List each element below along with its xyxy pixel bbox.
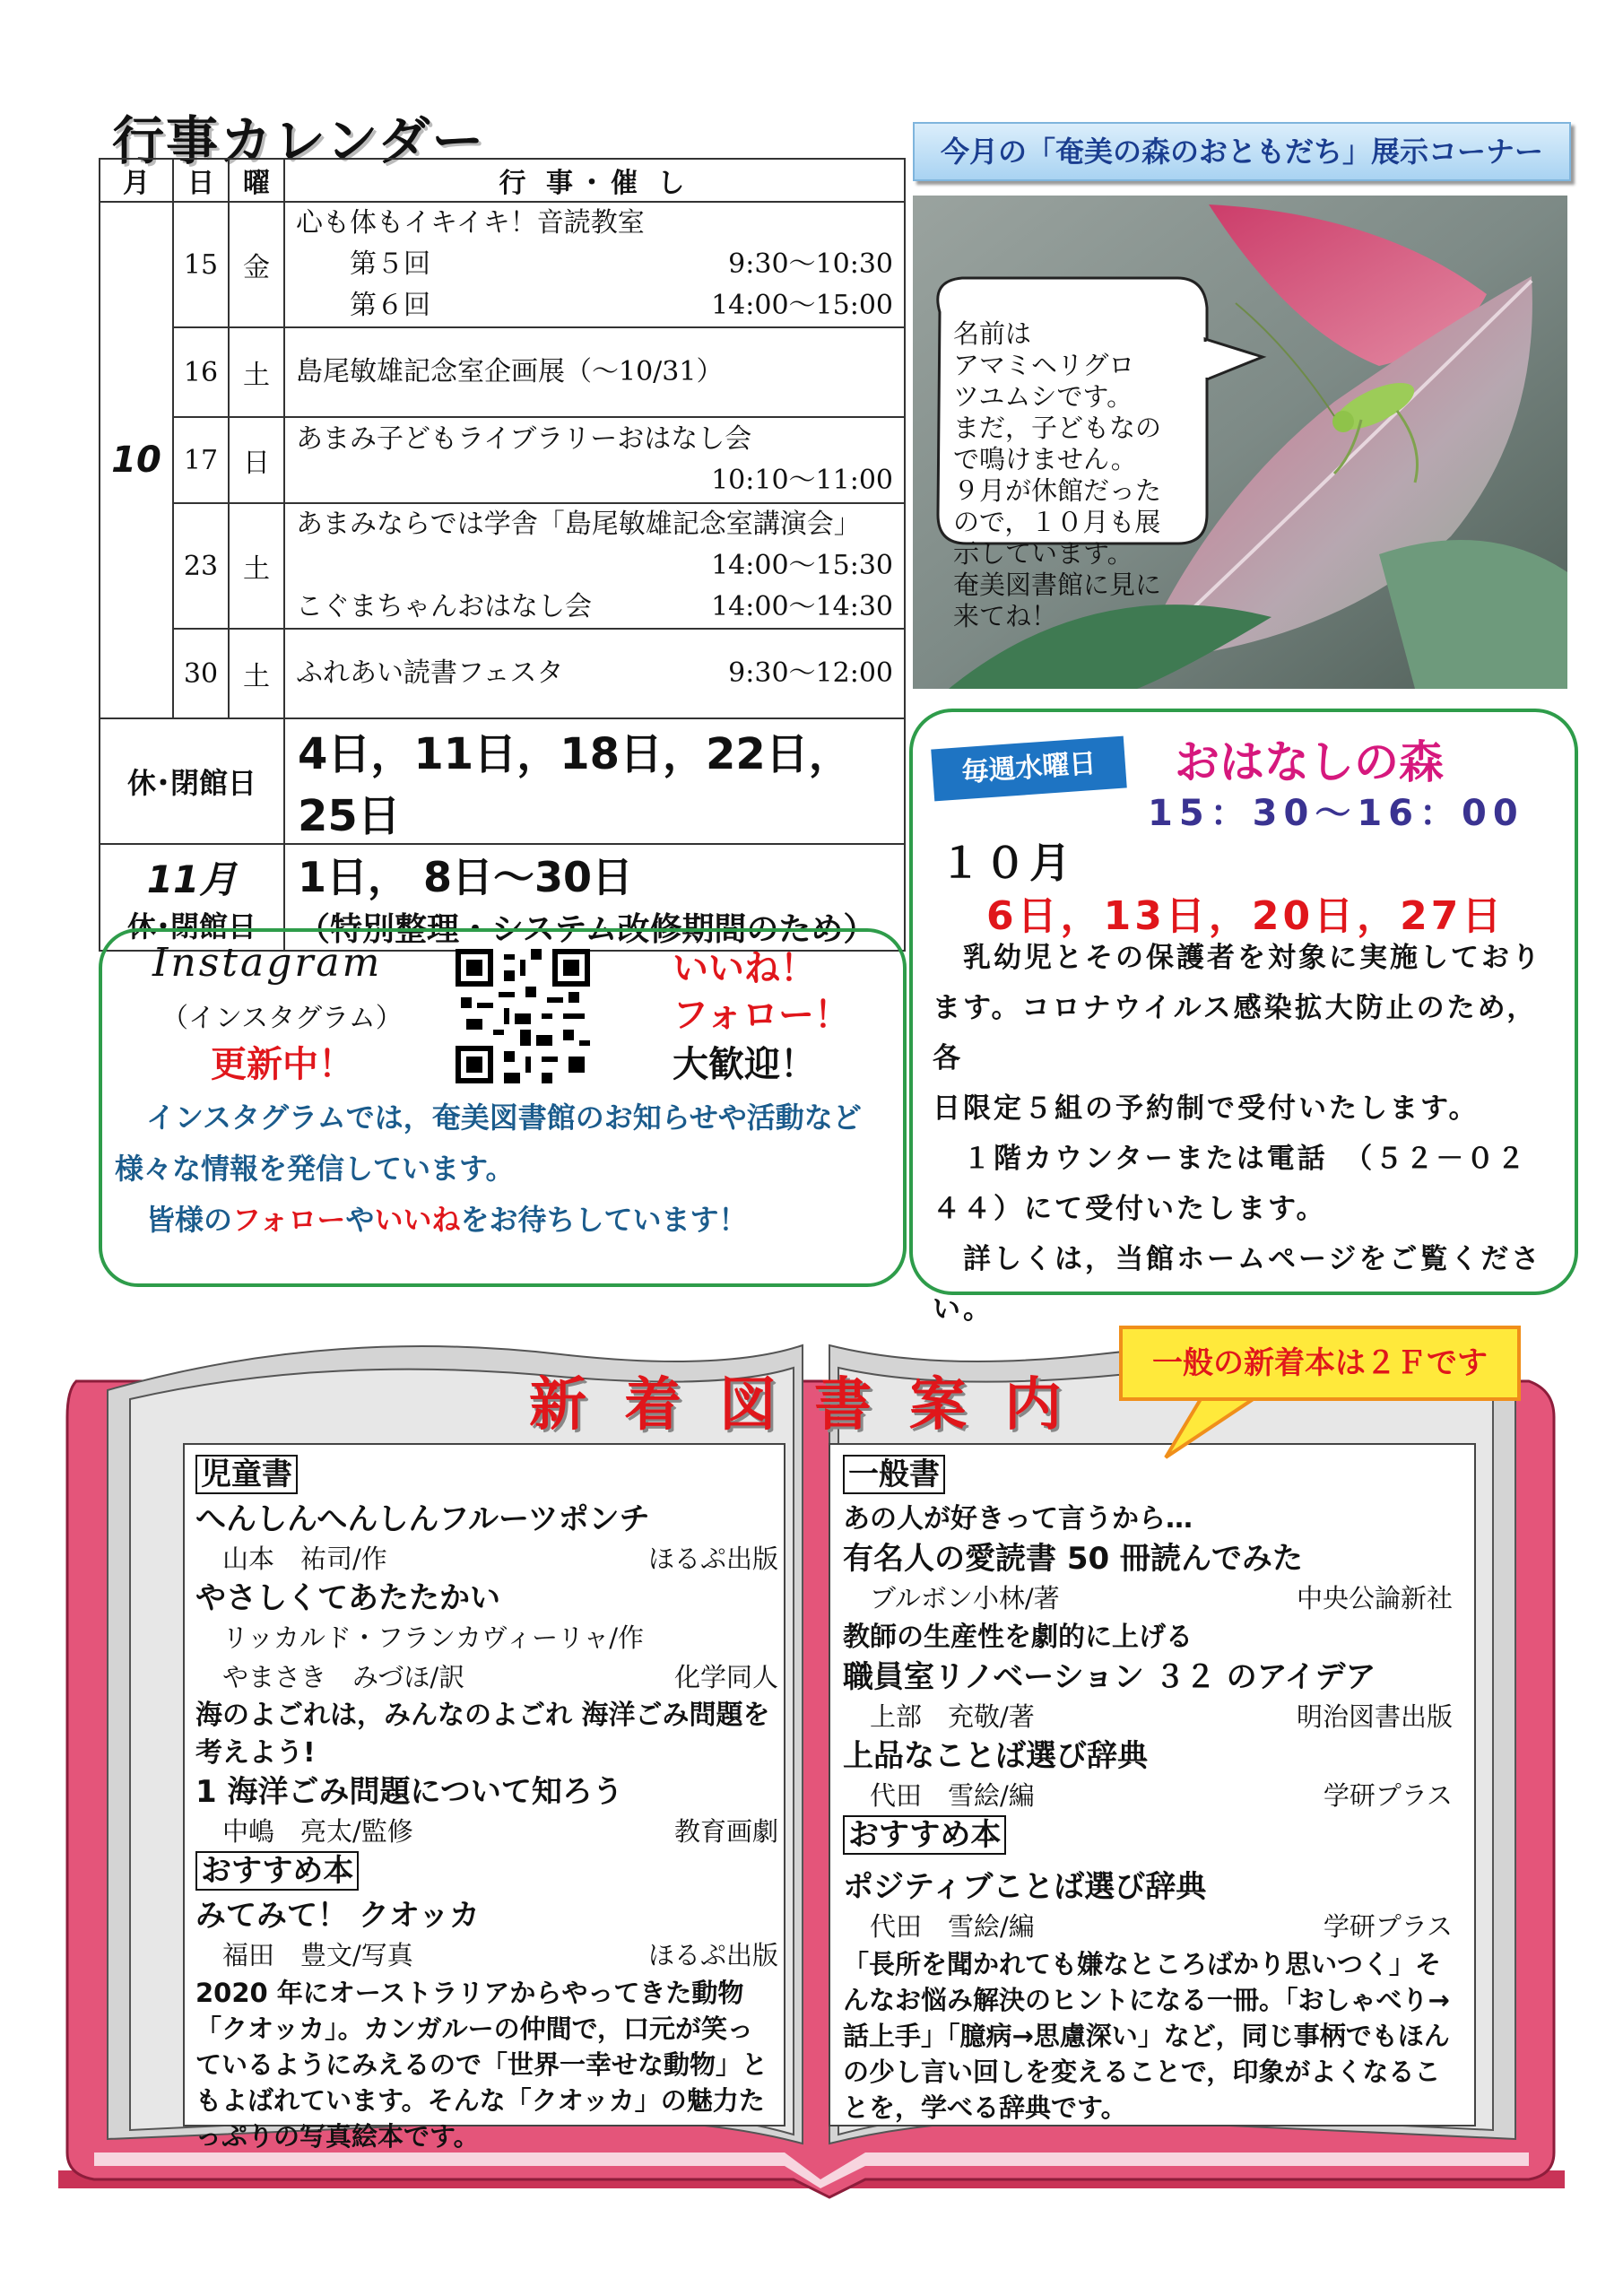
calendar-table — [99, 158, 906, 952]
exhibit-title: 今月の「奄美の森のおともだち」展示コーナー — [913, 122, 1571, 181]
event-text: 第５回 — [350, 248, 430, 280]
event-time: 14:00～15:30 — [711, 550, 893, 581]
book-title: みてみて！ クオッカ — [195, 1898, 480, 1934]
bubble-line: で鳴けません。 — [953, 444, 1137, 474]
children-books-header: 児童書 — [195, 1455, 298, 1494]
book-publisher: 化学同人 — [673, 1662, 778, 1692]
book-publisher: 教育画劇 — [673, 1816, 778, 1847]
book-publisher: 学研プラス — [1323, 1780, 1453, 1811]
header-weekday: 曜 — [229, 159, 284, 202]
weekday-cell: 金 — [229, 202, 284, 327]
book-title: ポジティブことば選び辞典 — [843, 1869, 1207, 1905]
header-event: 行 事・催 し — [284, 159, 905, 202]
event-text: あまみ子どもライブラリーおはなし会 — [296, 423, 752, 455]
book-title: へんしんへんしんフルーツポンチ — [195, 1501, 650, 1537]
follow-word: フォロー — [232, 1203, 346, 1237]
instagram-description — [115, 1092, 895, 1246]
book-credit — [195, 1657, 778, 1697]
story-time-description — [933, 933, 1560, 1335]
calendar-title: 行事カレンダー — [112, 110, 486, 171]
description-line: ます。コロナウイルス感染拡大防止のため，各 — [933, 992, 1538, 1074]
book-credit — [843, 1578, 1453, 1618]
description-line: 詳しくは，当館ホームページをご覧くださ — [933, 1243, 1542, 1275]
event-text: あまみならでは学舎「島尾敏雄記念室講演会」 — [296, 509, 861, 540]
new-books-title: 新着図書案内 — [529, 1371, 1099, 1439]
book-publisher: 明治図書出版 — [1296, 1701, 1453, 1732]
book-author: ブルボン小林/著 — [870, 1583, 1060, 1613]
event-text: ふれあい読書フェスタ — [296, 657, 564, 689]
weekday-cell: 土 — [229, 503, 284, 629]
book-credit — [843, 1697, 1453, 1736]
day-cell: 23 — [173, 503, 229, 629]
weekly-badge: 毎週水曜日 — [931, 736, 1127, 802]
day-cell: 16 — [173, 327, 229, 417]
event-cell — [284, 417, 905, 503]
event-text: 島尾敏雄記念室企画展（～10/31） — [296, 356, 724, 387]
children-books-column — [195, 1455, 778, 2154]
day-cell: 15 — [173, 202, 229, 327]
book-title: 1 海洋ごみ問題について知ろう — [195, 1774, 623, 1810]
qr-code-icon[interactable] — [456, 949, 590, 1083]
instagram-kana: （インスタグラム） — [161, 1003, 403, 1034]
book-author: 福田 豊文/写真 — [222, 1940, 413, 1970]
book-author: 代田 雪絵/編 — [870, 1780, 1035, 1811]
description-line: １階カウンターまたは電話 （５２－０２ — [933, 1143, 1528, 1175]
header-month: 月 — [100, 159, 173, 202]
book-author: 中嶋 亮太/監修 — [222, 1816, 413, 1847]
nov-label: 11月 — [146, 857, 238, 901]
description-line: 日限定５組の予約制で受付いたします。 — [933, 1092, 1480, 1125]
book-author: 山本 祐司/作 — [222, 1544, 387, 1574]
book-publisher: 中央公論新社 — [1296, 1583, 1453, 1613]
story-time-hours: 15：30～16：00 — [1148, 793, 1524, 834]
bubble-line: まだ，子どもなの — [953, 413, 1162, 443]
book-author: 代田 雪絵/編 — [870, 1911, 1035, 1942]
event-time: 9:30～12:00 — [728, 657, 893, 689]
instagram-wordmark: Instagram — [152, 940, 383, 986]
book-publisher: ほるぷ出版 — [647, 1544, 778, 1574]
book-credit — [843, 1776, 1453, 1815]
bubble-line: 来てね！ — [953, 601, 1058, 631]
description-line: 乳幼児とその保護者を対象に実施しており — [933, 942, 1542, 974]
book-title: 職員室リノベーション ３２ のアイデア — [843, 1659, 1376, 1695]
book-author: リッカルド・フランカヴィーリャ/作 — [222, 1622, 645, 1653]
like-text: いいね！ — [673, 948, 816, 989]
book-publisher: ほるぷ出版 — [647, 1940, 778, 1970]
bubble-line: 奄美図書館に見に — [953, 570, 1162, 600]
welcome-text: 大歓迎！ — [673, 1044, 816, 1085]
book-author: 上部 充敬/著 — [870, 1701, 1035, 1732]
book-publisher: 学研プラス — [1323, 1911, 1453, 1942]
book-title: やさしくてあたたかい — [195, 1580, 500, 1616]
book-credit — [195, 1618, 778, 1657]
book-credit — [195, 1539, 778, 1578]
day-cell: 30 — [173, 629, 229, 718]
bubble-line: ので，１０月も展 — [953, 507, 1161, 537]
recommended-header: おすすめ本 — [195, 1851, 359, 1891]
event-cell — [284, 202, 905, 327]
like-word: いいね — [374, 1203, 461, 1237]
recommended-header: おすすめ本 — [843, 1815, 1006, 1855]
description-line: ４４）にて受付いたします。 — [933, 1193, 1327, 1225]
instagram-line: インスタグラムでは，奄美図書館のお知らせや活動など — [146, 1100, 862, 1135]
story-time-title: おはなしの森 — [1175, 736, 1444, 788]
bubble-line: ツユムシです。 — [953, 381, 1133, 412]
book-description: 「長所を聞かれても嫌なところばかり思いつく」そんなお悩み解決のヒントになる一冊。「おしゃべり→話上手」「臆病→思慮深い」など，同じ事柄でもほんの少し言い回しを変えることで，印象がよくなることを，学べる辞典です。 — [843, 1949, 1450, 2123]
event-text: 第６回 — [350, 290, 430, 321]
day-cell: 17 — [173, 417, 229, 503]
book-title: 海のよごれは，みんなのよごれ 海洋ごみ問題を考えよう! — [195, 1700, 770, 1769]
weekday-cell: 日 — [229, 417, 284, 503]
story-time-dates: 6日，13日，20日，27日 — [986, 893, 1506, 939]
book-title: 有名人の愛読書 50 冊読んでみた — [843, 1541, 1303, 1577]
bubble-line: ９月が休館だった — [953, 475, 1162, 506]
nov-note: （特別整理・システム改修期間のため） — [298, 911, 876, 948]
bubble-line: 示しています。 — [953, 538, 1133, 569]
speech-bubble-text — [953, 318, 1186, 632]
book-credit — [843, 1907, 1453, 1946]
book-author: やまさき みづほ/訳 — [222, 1662, 465, 1692]
header-day: 日 — [173, 159, 229, 202]
text-fragment: や — [345, 1203, 375, 1237]
event-time: 9:30～10:30 — [728, 248, 893, 280]
text-fragment: 皆様の — [146, 1203, 233, 1237]
nov-days: 1日， 8日～30日 — [298, 853, 634, 901]
weekday-cell: 土 — [229, 629, 284, 718]
event-time: 14:00～14:30 — [711, 591, 893, 622]
event-cell — [284, 503, 905, 629]
text-fragment: をお待ちしています！ — [460, 1203, 748, 1237]
month-cell: 10 — [100, 202, 173, 718]
book-credit — [195, 1935, 778, 1975]
description-line: い。 — [933, 1293, 994, 1326]
weekday-cell: 土 — [229, 327, 284, 417]
event-cell — [284, 629, 905, 718]
floor-callout: 一般の新着本は２Ｆです — [1119, 1326, 1521, 1401]
bubble-line: 名前は — [953, 318, 1032, 349]
book-subtitle: あの人が好きって言うから… — [843, 1503, 1193, 1535]
book-credit — [195, 1812, 778, 1851]
book-description: 2020 年にオーストラリアからやってきた動物「クオッカ」。カンガルーの仲間で，口元が笑っているようにみえるので「世界一幸せな動物」ともよばれています。そんな「クオッカ」の魅力たっぷりの写真絵本です。 — [195, 1978, 768, 2152]
follow-text: フォロー！ — [673, 995, 850, 1036]
instagram-line — [115, 1195, 895, 1246]
nov-closed-label: 休･閉館日 — [126, 909, 256, 944]
story-time-month: １０月 — [940, 839, 1074, 887]
closed-label: 休･閉館日 — [100, 718, 284, 844]
book-title: 上品なことば選び辞典 — [843, 1738, 1148, 1774]
event-text: こぐまちゃんおはなし会 — [296, 591, 592, 622]
event-time: 10:10～11:00 — [711, 465, 893, 496]
instagram-update: 更新中！ — [211, 1044, 354, 1085]
event-cell — [284, 327, 905, 417]
general-books-column — [843, 1455, 1453, 2126]
general-books-header: 一般書 — [843, 1455, 945, 1494]
bubble-line: アマミヘリグロ — [953, 350, 1135, 380]
closed-days: 4日，11日，18日，22日，25日 — [284, 718, 905, 844]
event-text: 心も体もイキイキ！音読教室 — [296, 207, 645, 239]
event-time: 14:00～15:00 — [711, 290, 893, 321]
book-subtitle: 教師の生産性を劇的に上げる — [843, 1622, 1193, 1653]
instagram-line: 様々な情報を発信しています。 — [115, 1152, 515, 1186]
